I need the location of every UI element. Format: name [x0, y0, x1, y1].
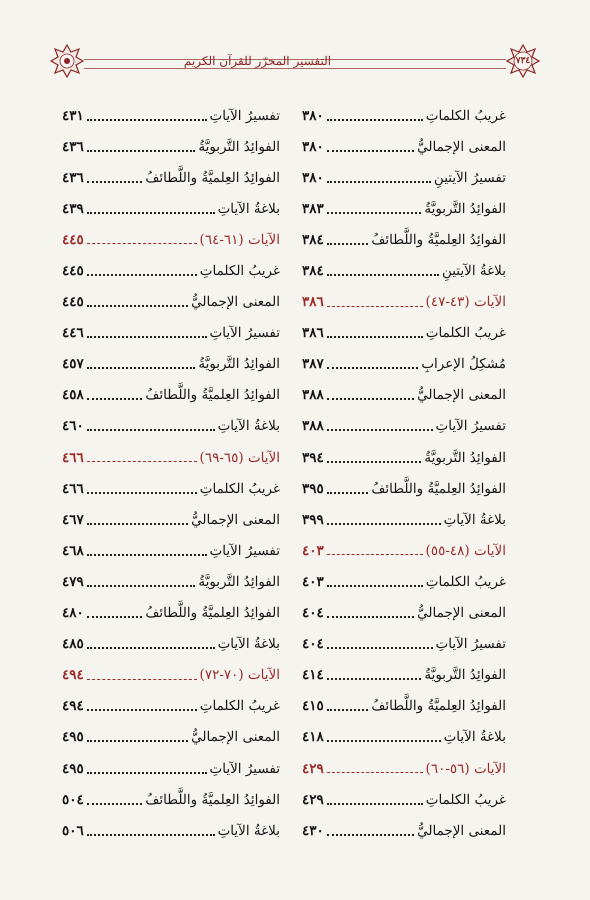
- toc-entry-title: بلاغةُ الآياتِ: [443, 511, 506, 528]
- toc-entry-title: تفسيرُ الآياتِ: [209, 542, 280, 559]
- toc-section-heading: [302, 287, 506, 318]
- toc-entry-title: المعنى الإجماليُّ: [417, 387, 506, 404]
- toc-entry-title: الفوائِدُ التَّربويَّةُ: [424, 667, 506, 684]
- toc-entry-page: ٤٣٩: [62, 200, 84, 217]
- toc-entry: [302, 255, 506, 286]
- dot-leader: [87, 274, 197, 276]
- dot-leader: [327, 523, 441, 525]
- dot-leader: [87, 336, 207, 338]
- toc-entry-page: ٤١٨: [302, 729, 324, 746]
- dot-leader: [87, 554, 207, 556]
- toc-entry-page: ٤٢٩: [302, 760, 324, 777]
- toc-entry: [62, 598, 280, 629]
- dot-leader: [327, 554, 423, 555]
- toc-section-heading: [62, 660, 280, 691]
- toc-entry-page: ٣٨٨: [302, 418, 324, 435]
- dot-leader: [327, 678, 422, 680]
- dot-leader: [87, 212, 215, 214]
- dot-leader: [327, 150, 414, 152]
- dot-leader: [87, 119, 207, 121]
- toc-entry: [62, 131, 280, 162]
- toc-entry-page: ٤٩٥: [62, 760, 84, 777]
- toc-entry-page: ٣٨٨: [302, 387, 324, 404]
- toc-entry: [62, 287, 280, 318]
- toc-entry: [302, 784, 506, 815]
- dot-leader: [327, 398, 414, 400]
- toc-entry: [302, 318, 506, 349]
- toc-entry-title: بلاغةُ الآياتِ: [217, 200, 280, 217]
- toc-entry: [302, 411, 506, 442]
- toc-entry-page: ٤٠٣: [302, 573, 324, 590]
- toc-entry-page: ٤٦٨: [62, 542, 84, 559]
- toc-entry-title: بلاغةُ الآياتِ: [217, 418, 280, 435]
- toc-entry-page: ٤٩٥: [62, 729, 84, 746]
- toc-entry-page: ٣٨٤: [302, 231, 324, 248]
- dot-leader: [87, 834, 215, 836]
- toc-entry-title: الفوائِدُ التَّربويَّةُ: [198, 138, 280, 155]
- dot-leader: [327, 585, 423, 587]
- toc-entry: [62, 193, 280, 224]
- toc-entry: [302, 815, 506, 846]
- toc-entry-title: المعنى الإجماليُّ: [417, 605, 506, 622]
- toc-entry-title: الفوائِدُ العِلميَّةُ واللَّطائفُ: [371, 480, 506, 497]
- toc-entry-page: ٣٨٤: [302, 263, 324, 280]
- toc-entry: [302, 660, 506, 691]
- toc-entry-title: تفسيرُ الآياتِ: [209, 107, 280, 124]
- toc-entry-title: الآيات (٥٦-٦٠): [425, 760, 506, 777]
- toc-entry-title: غريبُ الكلماتِ: [425, 107, 506, 124]
- dot-leader: [87, 367, 196, 369]
- dot-leader: [327, 181, 431, 183]
- toc-entry-page: ٥٠٦: [62, 822, 84, 839]
- toc-entry-page: ٣٩٤: [302, 449, 324, 466]
- toc-entry: [302, 162, 506, 193]
- toc-column-left: [62, 100, 280, 846]
- toc-entry: [62, 255, 280, 286]
- toc-entry-title: تفسيرُ الآياتِ: [209, 325, 280, 342]
- page-number: ٧٣٤: [515, 56, 531, 66]
- toc-entry-page: ٤٤٥: [62, 294, 84, 311]
- toc-entry-title: الفوائِدُ التَّربويَّةُ: [424, 449, 506, 466]
- toc-entry-title: بلاغةُ الآياتِ: [217, 822, 280, 839]
- dot-leader: [327, 274, 439, 276]
- dot-leader: [327, 212, 422, 214]
- toc-entry: [62, 722, 280, 753]
- dot-leader: [87, 679, 197, 680]
- toc-entry-title: الفوائِدُ العِلميَّةُ واللَّطائفُ: [371, 698, 506, 715]
- toc-entry: [62, 380, 280, 411]
- toc-entry-title: المعنى الإجماليُّ: [191, 294, 280, 311]
- dot-leader: [327, 243, 369, 245]
- toc-entry-page: ٤٠٤: [302, 605, 324, 622]
- toc-entry-page: ٤٨٠: [62, 605, 84, 622]
- toc-entry-title: المعنى الإجماليُّ: [417, 138, 506, 155]
- toc-entry: [62, 473, 280, 504]
- toc-entry-title: تفسيرُ الآياتِ: [209, 760, 280, 777]
- toc-entry: [302, 691, 506, 722]
- toc-entry: [302, 349, 506, 380]
- dot-leader: [327, 647, 433, 649]
- toc-entry-page: ٤٦٠: [62, 418, 84, 435]
- toc-entry-page: ٤٤٥: [62, 263, 84, 280]
- toc-entry-page: ٣٨٦: [302, 325, 324, 342]
- toc-entry-title: الفوائِدُ التَّربويَّةُ: [424, 200, 506, 217]
- rosette-ornament-icon: [50, 44, 84, 78]
- toc-section-heading: [62, 224, 280, 255]
- toc-entry: [62, 100, 280, 131]
- dot-leader: [327, 367, 419, 369]
- toc-entry-page: ٤٦٧: [62, 511, 84, 528]
- dot-leader: [87, 647, 215, 649]
- toc-entry-title: الفوائِدُ التَّربويَّةُ: [198, 573, 280, 590]
- header-rule-bottom: [84, 68, 506, 69]
- toc-entry-title: غريبُ الكلماتِ: [425, 325, 506, 342]
- toc-entry-title: المعنى الإجماليُّ: [191, 511, 280, 528]
- toc-entry: [62, 535, 280, 566]
- toc-entry: [62, 566, 280, 597]
- toc-entry-page: ٣٨٠: [302, 107, 324, 124]
- toc-entry-title: مُشكِلُ الإعرابِ: [421, 356, 506, 373]
- toc-entry-page: ٤٧٩: [62, 573, 84, 590]
- toc-entry: [302, 722, 506, 753]
- toc-entry-page: ٣٩٩: [302, 511, 324, 528]
- dot-leader: [327, 740, 441, 742]
- dot-leader: [327, 119, 423, 121]
- toc-entry-page: ٣٨٦: [302, 294, 324, 311]
- toc-entry: [302, 566, 506, 597]
- dot-leader: [87, 709, 197, 711]
- toc-entry-title: الفوائِدُ العِلميَّةُ واللَّطائفُ: [145, 169, 280, 186]
- dot-leader: [87, 429, 215, 431]
- toc-entry-title: المعنى الإجماليُّ: [191, 729, 280, 746]
- dot-leader: [87, 585, 196, 587]
- toc-entry: [302, 380, 506, 411]
- toc-section-heading: [62, 442, 280, 473]
- toc-section-heading: [302, 753, 506, 784]
- dot-leader: [327, 772, 423, 773]
- dot-leader: [87, 523, 188, 525]
- toc-entry: [302, 442, 506, 473]
- toc-entry: [62, 318, 280, 349]
- toc-entry-title: الآيات (٦١-٦٤): [199, 231, 280, 248]
- toc-entry-title: تفسيرُ الآيتينِ: [433, 169, 506, 186]
- header-title: التفسير المحرّر للقرآن الكريم: [183, 54, 332, 68]
- toc-entry-page: ٤٢٩: [302, 791, 324, 808]
- toc-entry-title: غريبُ الكلماتِ: [199, 263, 280, 280]
- toc-entry-page: ٤٣٦: [62, 169, 84, 186]
- dot-leader: [327, 616, 414, 618]
- toc-entry: [302, 504, 506, 535]
- toc-entry-title: الفوائِدُ العِلميَّةُ واللَّطائفُ: [145, 605, 280, 622]
- toc-entry-page: ٣٨٣: [302, 200, 324, 217]
- dot-leader: [327, 306, 423, 307]
- toc-entry: [62, 691, 280, 722]
- toc-entry-page: ٤٥٧: [62, 356, 84, 373]
- toc-entry-page: ٤٩٤: [62, 698, 84, 715]
- dot-leader: [87, 803, 143, 805]
- page-header: [50, 48, 540, 82]
- dot-leader: [87, 616, 143, 618]
- toc-entry-title: غريبُ الكلماتِ: [199, 698, 280, 715]
- dot-leader: [87, 243, 197, 244]
- toc-entry-page: ٤٣٠: [302, 822, 324, 839]
- toc-entry-title: غريبُ الكلماتِ: [425, 791, 506, 808]
- toc-entry-page: ٤٠٣: [302, 542, 324, 559]
- dot-leader: [87, 181, 143, 183]
- toc-entry-page: ٤٤٥: [62, 231, 84, 248]
- toc-entry: [302, 629, 506, 660]
- toc-entry: [302, 100, 506, 131]
- toc-entry: [62, 504, 280, 535]
- toc-entry-title: تفسيرُ الآياتِ: [435, 636, 506, 653]
- toc-entry: [62, 629, 280, 660]
- toc-entry-title: غريبُ الكلماتِ: [199, 480, 280, 497]
- toc-entry: [62, 815, 280, 846]
- toc-entry-page: ٣٨٠: [302, 169, 324, 186]
- dot-leader: [87, 150, 196, 152]
- toc-entry-title: غريبُ الكلماتِ: [425, 573, 506, 590]
- toc-entry: [62, 349, 280, 380]
- toc-entry-page: ٣٨٠: [302, 138, 324, 155]
- dot-leader: [327, 429, 433, 431]
- toc-entry-page: ٤٣٦: [62, 138, 84, 155]
- toc-entry: [302, 131, 506, 162]
- toc-entry-page: ٤٦٦: [62, 449, 84, 466]
- toc-entry-title: بلاغةُ الآيتينِ: [441, 263, 506, 280]
- toc-entry-title: الفوائِدُ التَّربويَّةُ: [198, 356, 280, 373]
- toc-entry-title: الفوائِدُ العِلميَّةُ واللَّطائفُ: [145, 387, 280, 404]
- toc-entry-page: ٤٣١: [62, 107, 84, 124]
- toc-entry-title: الآيات (٤٨-٥٥): [425, 542, 506, 559]
- toc-entry-title: بلاغةُ الآياتِ: [443, 729, 506, 746]
- toc-entry-title: الفوائِدُ العِلميَّةُ واللَّطائفُ: [145, 791, 280, 808]
- toc-entry-page: ٤٦٦: [62, 480, 84, 497]
- dot-leader: [87, 492, 197, 494]
- toc-entry-page: ٤٨٥: [62, 636, 84, 653]
- dot-leader: [87, 398, 143, 400]
- toc-column-right: [302, 100, 506, 846]
- toc-entry-title: الفوائِدُ العِلميَّةُ واللَّطائفُ: [371, 231, 506, 248]
- toc-entry-page: ٣٨٧: [302, 356, 324, 373]
- toc-entry: [302, 473, 506, 504]
- toc-entry: [62, 162, 280, 193]
- dot-leader: [87, 305, 188, 307]
- dot-leader: [327, 336, 423, 338]
- toc-entry-title: الآيات (٦٥-٦٩): [199, 449, 280, 466]
- toc-entry-title: المعنى الإجماليُّ: [417, 822, 506, 839]
- toc-entry-title: تفسيرُ الآياتِ: [435, 418, 506, 435]
- toc-entry: [302, 598, 506, 629]
- toc-entry-title: الآيات (٤٣-٤٧): [425, 294, 506, 311]
- toc-entry: [302, 224, 506, 255]
- toc-entry-page: ٤٥٨: [62, 387, 84, 404]
- toc-entry-page: ٤٠٤: [302, 636, 324, 653]
- toc-entry: [62, 411, 280, 442]
- toc-entry: [62, 784, 280, 815]
- toc-section-heading: [302, 535, 506, 566]
- toc-entry: [62, 753, 280, 784]
- dot-leader: [327, 492, 369, 494]
- dot-leader: [87, 461, 197, 462]
- dot-leader: [327, 709, 369, 711]
- toc-entry-title: الآيات (٧٠-٧٢): [199, 667, 280, 684]
- dot-leader: [327, 834, 414, 836]
- toc-entry-page: ٤١٤: [302, 667, 324, 684]
- toc-entry-page: ٣٩٥: [302, 480, 324, 497]
- toc-entry: [302, 193, 506, 224]
- toc-entry-page: ٤٤٦: [62, 325, 84, 342]
- dot-leader: [327, 461, 422, 463]
- dot-leader: [327, 803, 423, 805]
- dot-leader: [87, 740, 188, 742]
- toc-entry-page: ٥٠٤: [62, 791, 84, 808]
- toc-entry-page: ٤٩٤: [62, 667, 84, 684]
- toc-entry-page: ٤١٥: [302, 698, 324, 715]
- toc-entry-title: بلاغةُ الآياتِ: [217, 636, 280, 653]
- dot-leader: [87, 772, 207, 774]
